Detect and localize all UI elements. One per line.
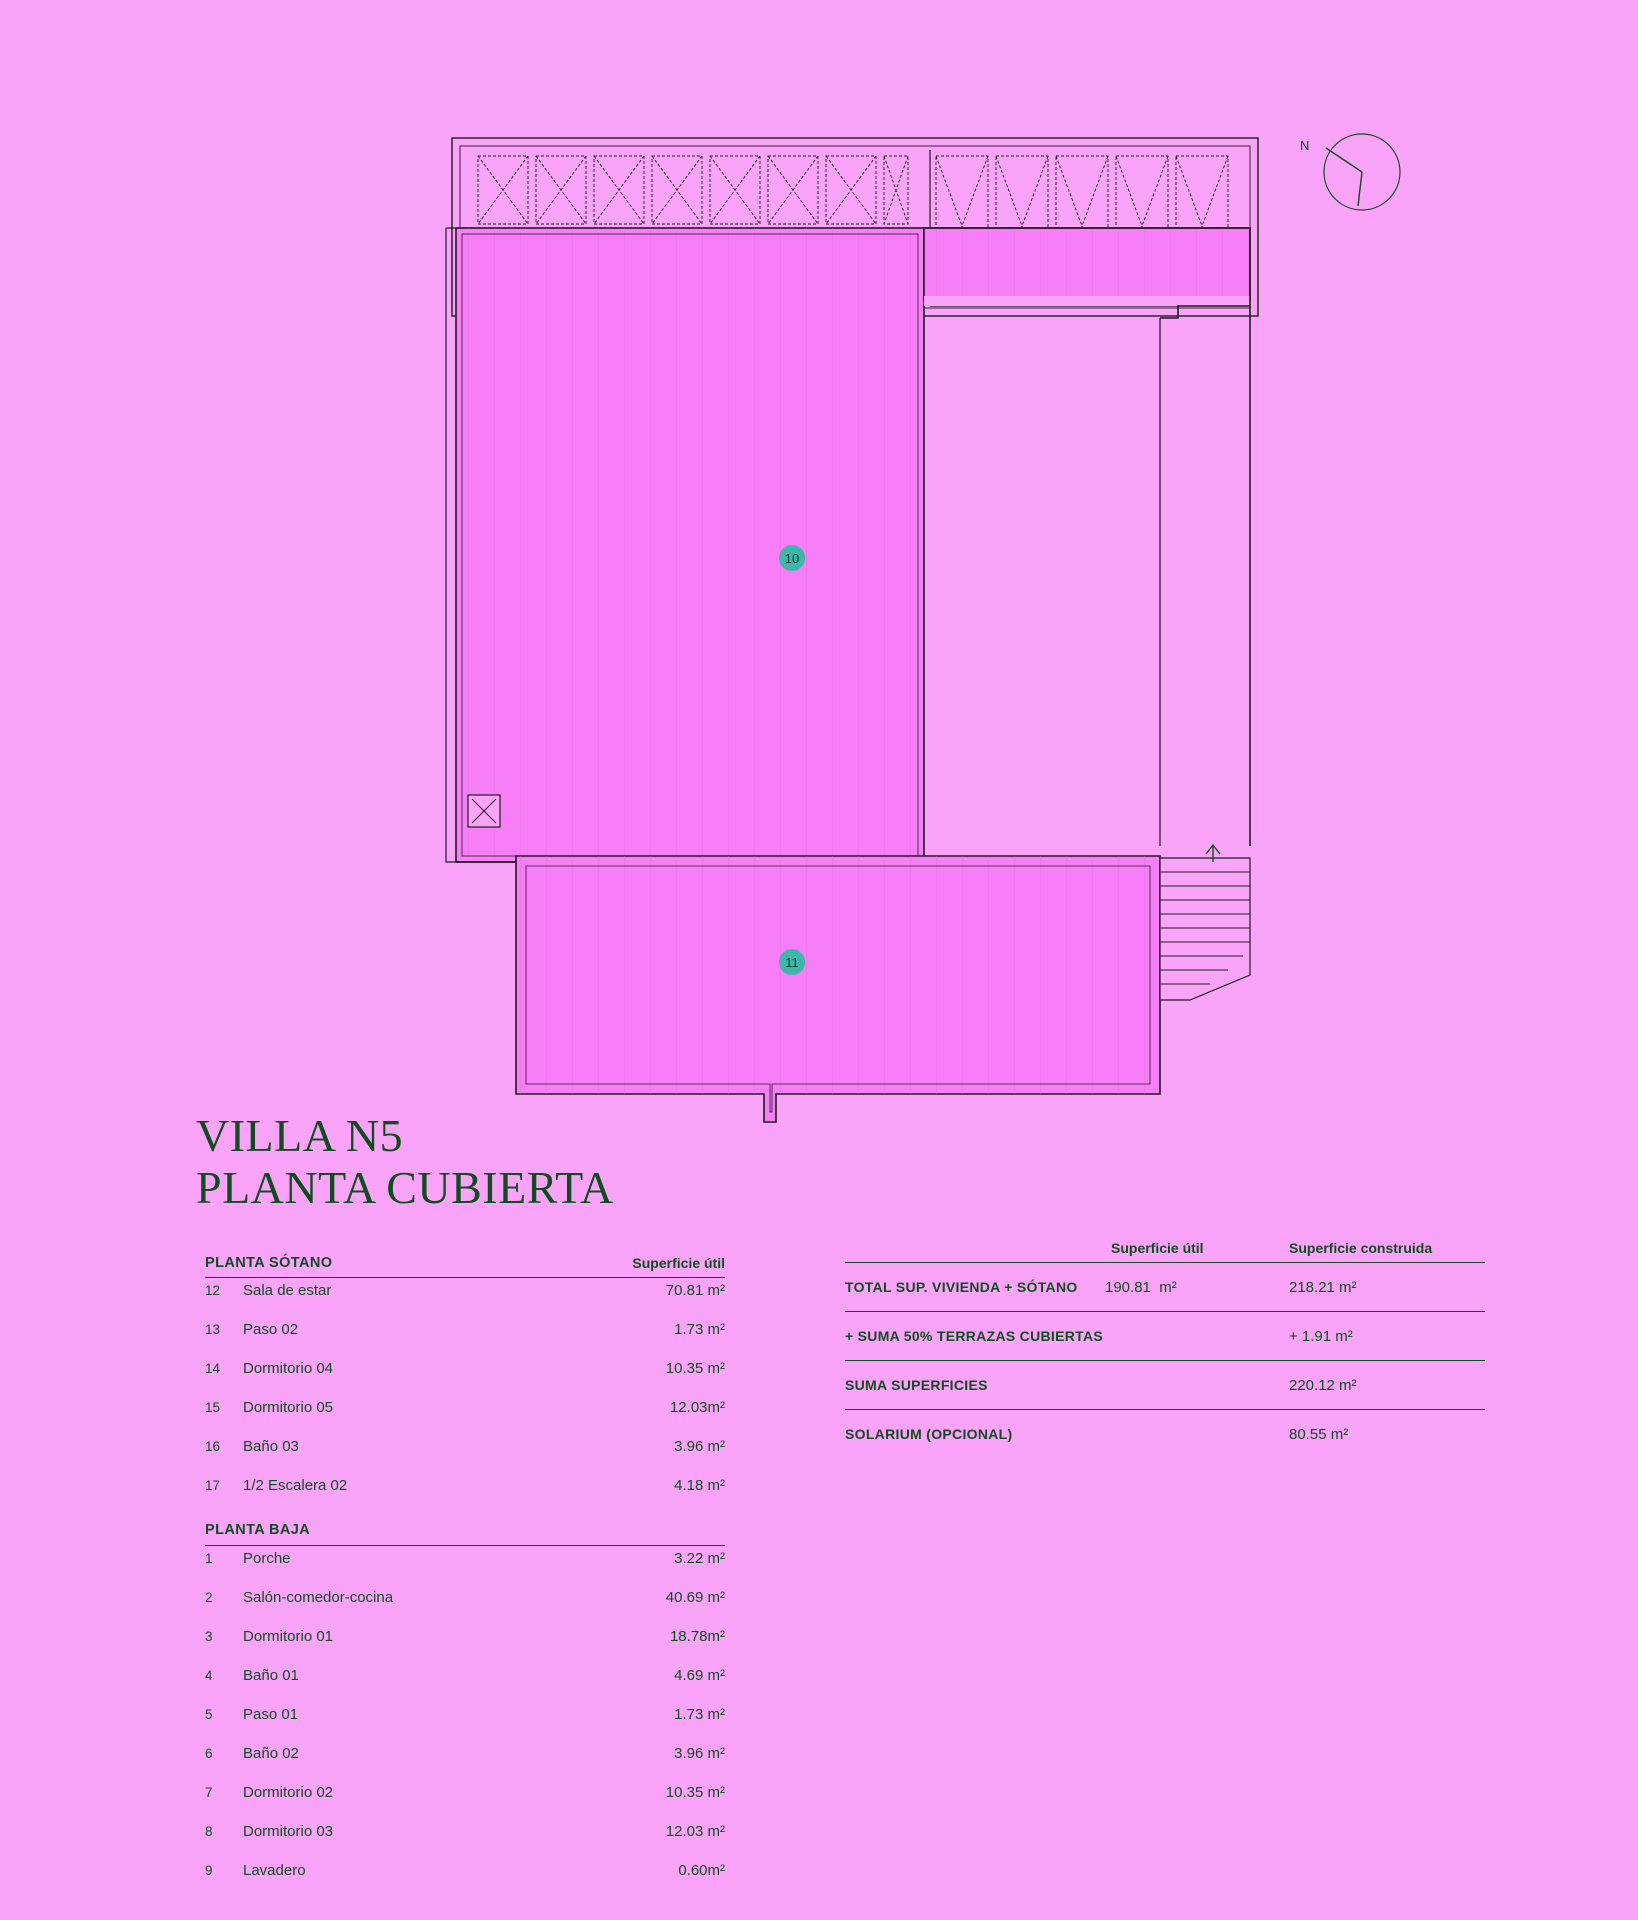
row-area: 3.22 m² [674, 1550, 725, 1567]
summary-built: 220.12 m² [1289, 1377, 1357, 1394]
row-area: 12.03 m² [665, 1823, 725, 1840]
legend-basement-rows [205, 1282, 725, 1516]
list-item [205, 1823, 725, 1862]
row-area: 1.73 m² [674, 1706, 725, 1723]
row-area: 10.35 m² [665, 1360, 725, 1377]
summary-useful [1105, 1427, 1265, 1439]
summary-row-total [845, 1262, 1485, 1311]
row-label: Baño 02 [243, 1745, 299, 1762]
row-area: 70.81 m² [665, 1282, 725, 1299]
row-label: Paso 02 [243, 1321, 299, 1338]
list-item [205, 1477, 725, 1516]
summary-header [845, 1240, 1485, 1262]
legend-ground-rows [205, 1550, 725, 1901]
legend-ground-title: PLANTA BAJA [205, 1522, 725, 1546]
row-number: 13 [205, 1322, 221, 1337]
legend-basement-title: PLANTA SÓTANO [205, 1255, 333, 1271]
list-item [205, 1706, 725, 1745]
summary-label: SOLARIUM (OPCIONAL) [845, 1426, 1013, 1442]
row-area: 4.69 m² [674, 1667, 725, 1684]
lower-roof [516, 856, 1160, 1122]
row-area: 40.69 m² [665, 1589, 725, 1606]
row-number: 3 [205, 1629, 213, 1644]
row-label: Baño 03 [243, 1438, 299, 1455]
row-label: Lavadero [243, 1862, 306, 1879]
list-item [205, 1321, 725, 1360]
compass-north-label: N [1300, 138, 1310, 153]
row-number: 8 [205, 1824, 213, 1839]
row-number: 17 [205, 1478, 221, 1493]
exterior-stair [1160, 845, 1250, 1000]
row-label: Dormitorio 04 [243, 1360, 334, 1377]
page-title [196, 1110, 614, 1213]
svg-text:10: 10 [784, 551, 800, 566]
list-item [205, 1784, 725, 1823]
row-area: 3.96 m² [674, 1745, 725, 1762]
list-item [205, 1399, 725, 1438]
row-area: 0.60m² [678, 1862, 725, 1879]
row-label: Salón-comedor-cocina [243, 1589, 394, 1606]
row-number: 9 [205, 1863, 213, 1878]
row-number: 16 [205, 1439, 221, 1454]
summary-col-useful: Superficie útil [1111, 1240, 1204, 1256]
row-area: 18.78m² [669, 1628, 725, 1645]
skylight-hatch [468, 795, 500, 827]
compass [1300, 130, 1410, 220]
summary-label: SUMA SUPERFICIES [845, 1377, 988, 1393]
summary-label: + SUMA 50% TERRAZAS CUBIERTAS [845, 1328, 1104, 1344]
list-item [205, 1862, 725, 1901]
title-villa: VILLA N5 [196, 1110, 404, 1161]
row-label: Dormitorio 03 [243, 1823, 334, 1840]
summary-built: 218.21 m² [1289, 1279, 1357, 1296]
pergola-slats-left [478, 156, 908, 224]
row-number: 14 [205, 1361, 221, 1376]
list-item [205, 1667, 725, 1706]
svg-text:11: 11 [785, 955, 799, 970]
row-area: 4.18 m² [674, 1477, 725, 1494]
summary-useful [1105, 1329, 1265, 1341]
list-item [205, 1282, 725, 1321]
row-label: 1/2 Escalera 02 [243, 1477, 348, 1494]
list-item [205, 1550, 725, 1589]
legend-basement-column-header: Superficie útil [632, 1255, 725, 1271]
row-area: 10.35 m² [665, 1784, 725, 1801]
summary-row-sum [845, 1360, 1485, 1410]
list-item [205, 1360, 725, 1399]
list-item [205, 1589, 725, 1628]
row-number: 1 [205, 1551, 213, 1566]
row-label: Sala de estar [243, 1282, 332, 1299]
row-label: Paso 01 [243, 1706, 299, 1723]
summary-built: + 1.91 m² [1289, 1328, 1353, 1345]
row-number: 4 [205, 1668, 213, 1683]
room-marker-11 [779, 949, 805, 975]
row-area: 1.73 m² [674, 1321, 725, 1338]
compass-icon [1300, 130, 1410, 220]
row-label: Baño 01 [243, 1667, 299, 1684]
list-item [205, 1438, 725, 1477]
row-area: 12.03m² [669, 1399, 725, 1416]
row-label: Porche [243, 1550, 291, 1567]
row-number: 2 [205, 1590, 213, 1605]
summary-row-solarium [845, 1410, 1485, 1458]
list-item [205, 1745, 725, 1784]
summary-useful: 190.81 m² [1105, 1279, 1177, 1296]
summary-label: TOTAL SUP. VIVIENDA + SÓTANO [845, 1279, 1078, 1295]
summary-built: 80.55 m² [1289, 1426, 1349, 1443]
row-number: 15 [205, 1400, 221, 1415]
summary-table [845, 1240, 1485, 1458]
row-label: Dormitorio 02 [243, 1784, 334, 1801]
summary-useful [1105, 1378, 1265, 1390]
row-area: 3.96 m² [674, 1438, 725, 1455]
legend-areas [205, 1255, 725, 1901]
row-number: 6 [205, 1746, 213, 1761]
row-label: Dormitorio 05 [243, 1399, 334, 1416]
summary-col-built: Superficie construida [1289, 1240, 1433, 1256]
row-number: 5 [205, 1707, 213, 1722]
row-number: 7 [205, 1785, 213, 1800]
room-marker-10 [779, 545, 805, 571]
row-number: 12 [205, 1283, 221, 1298]
title-floor: PLANTA CUBIERTA [196, 1161, 614, 1213]
row-label: Dormitorio 01 [243, 1628, 334, 1645]
summary-row-terraces [845, 1311, 1485, 1360]
upper-roof [456, 228, 1250, 862]
list-item [205, 1628, 725, 1667]
legend-basement-header [205, 1255, 725, 1278]
